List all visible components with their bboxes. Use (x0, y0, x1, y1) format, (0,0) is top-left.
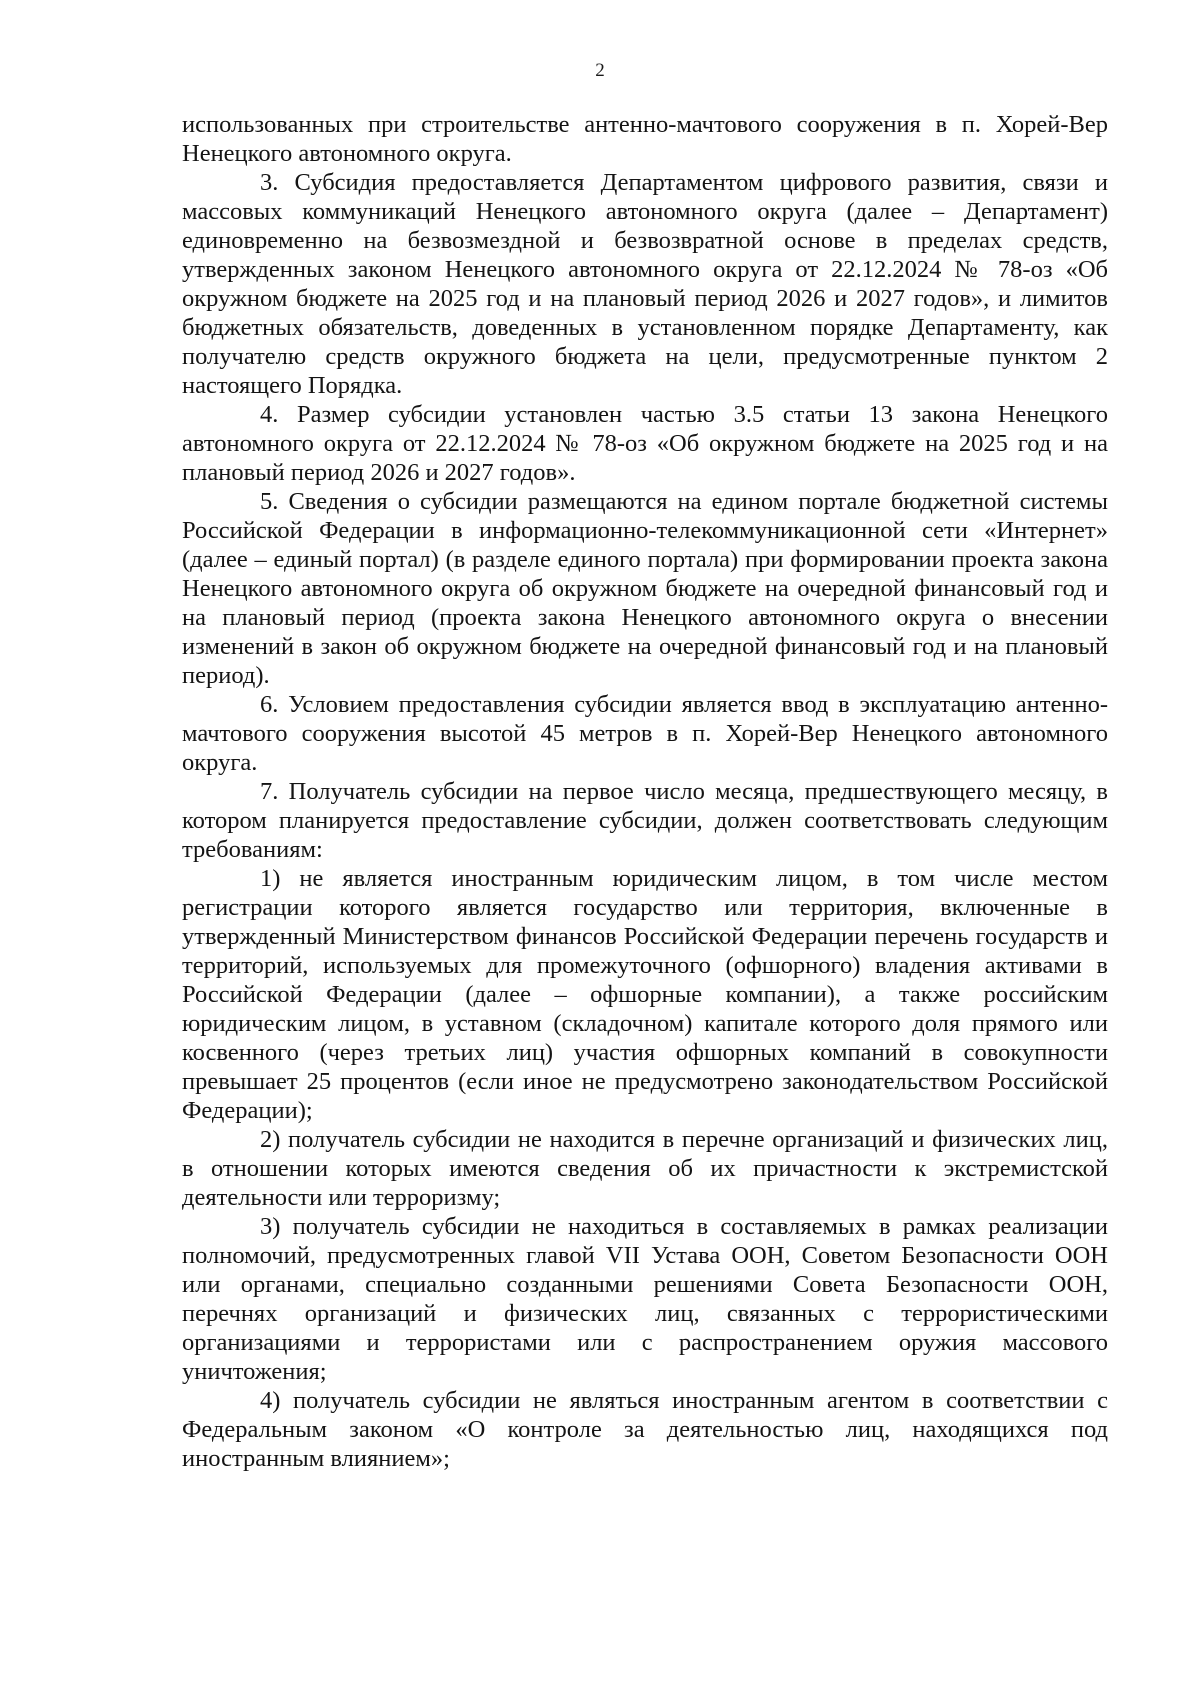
subparagraph-3: 3) получатель субсидии не находиться в составляемых в рамках реализации полномочий, предусмотренных главой VII Устава ООН, Советом Безопасности ООН или органами, специально созданными решениями Совета Безопасности ООН, перечнях организаций и физических лиц, связанных с террористическими организациями и террористами или с распространением оружия массового уничтожения; (182, 1213, 1108, 1385)
paragraph-item-3: 3. Субсидия предоставляется Департаментом цифрового развития, связи и массовых коммуникаций Ненецкого автономного округа (далее – Департамент) единовременно на безвозмездной и безвозвратной основе в пределах средств, утвержденных законом Ненецкого автономного округа от 22.12.2024 № 78-оз «Об окружном бюджете на 2025 год и на плановый период 2026 и 2027 годов», и лимитов бюджетных обязательств, доведенных в установленном порядке Департаменту, как получателю средств окружного бюджета на цели, предусмотренные пунктом 2 настоящего Порядка. (182, 169, 1108, 399)
page-number: 2 (595, 60, 605, 81)
paragraph-continuation: использованных при строительстве антенно-мачтового сооружения в п. Хорей-Вер Ненецкого автономного округа. (182, 111, 1108, 167)
paragraph-item-4: 4. Размер субсидии установлен частью 3.5 статьи 13 закона Ненецкого автономного округа от 22.12.2024 № 78-оз «Об окружном бюджете на 2025 год и на плановый период 2026 и 2027 годов». (182, 401, 1108, 486)
paragraph-item-7: 7. Получатель субсидии на первое число месяца, предшествующего месяцу, в котором планируется предоставление субсидии, должен соответствовать следующим требованиям: (182, 778, 1108, 863)
paragraph-item-5: 5. Сведения о субсидии размещаются на едином портале бюджетной системы Российской Федерации в информационно-телекоммуникационной сети «Интернет» (далее – единый портал) (в разделе единого портала) при формировании проекта закона Ненецкого автономного округа об окружном бюджете на очередной финансовый год и на плановый период (проекта закона Ненецкого автономного округа о внесении изменений в закон об окружном бюджете на очередной финансовый год и на плановый период). (182, 488, 1108, 689)
subparagraph-1: 1) не является иностранным юридическим лицом, в том числе местом регистрации которого является государство или территория, включенные в утвержденный Министерством финансов Российской Федерации перечень государств и территорий, используемых для промежуточного (офшорного) владения активами в Российской Федерации (далее – офшорные компании), а также российским юридическим лицом, в уставном (складочном) капитале которого доля прямого или косвенного (через третьих лиц) участия офшорных компаний в совокупности превышает 25 процентов (если иное не предусмотрено законодательством Российской Федерации); (182, 865, 1108, 1124)
subparagraph-2: 2) получатель субсидии не находится в перечне организаций и физических лиц, в отношении которых имеются сведения об их причастности к экстремистской деятельности или терроризму; (182, 1126, 1108, 1211)
subparagraph-4: 4) получатель субсидии не являться иностранным агентом в соответствии с Федеральным законом «О контроле за деятельностью лиц, находящихся под иностранным влиянием»; (182, 1387, 1108, 1472)
paragraph-item-6: 6. Условием предоставления субсидии является ввод в эксплуатацию антенно-мачтового сооружения высотой 45 метров в п. Хорей-Вер Ненецкого автономного округа. (182, 691, 1108, 776)
document-body (182, 110, 1108, 1473)
